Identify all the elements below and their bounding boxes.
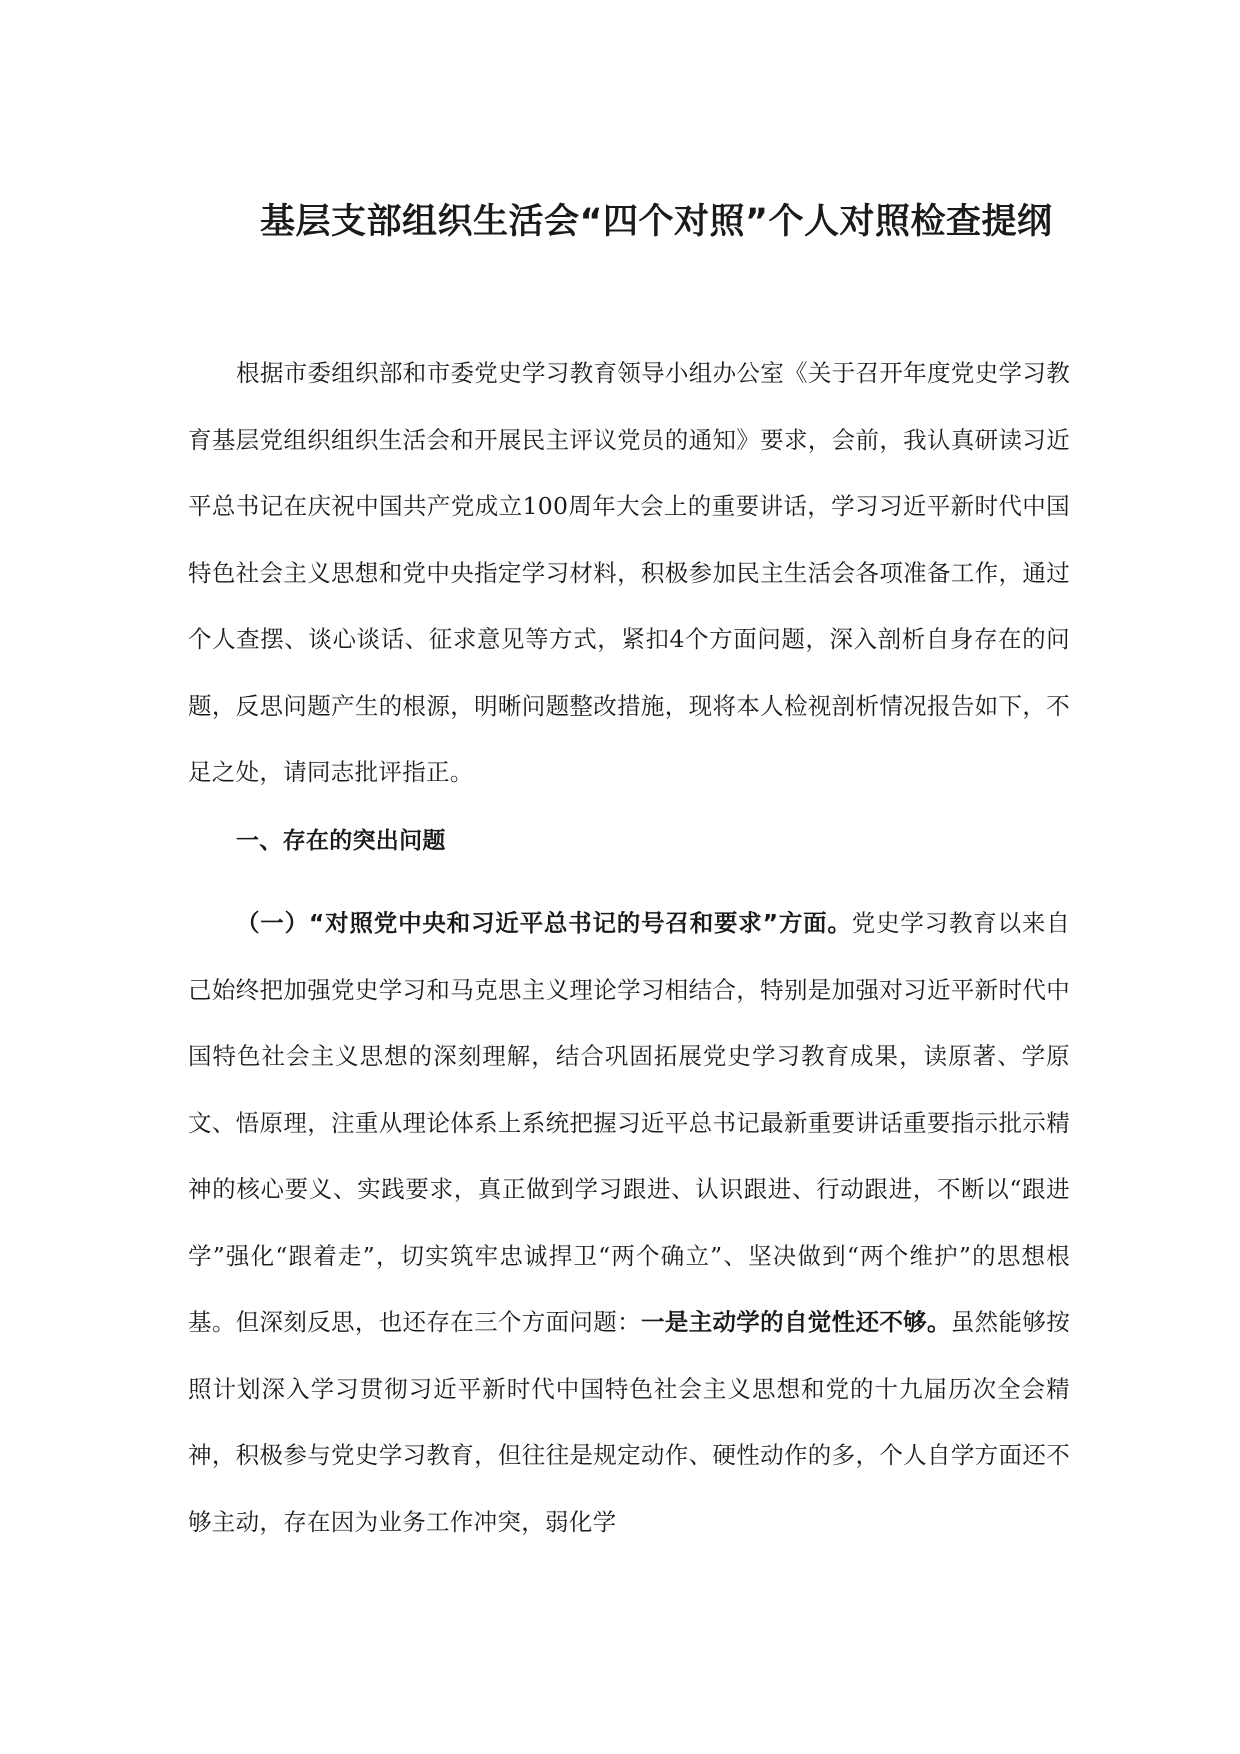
subsection-text-1: 党史学习教育以来自己始终把加强党史学习和马克思主义理论学习相结合，特别是加强对习近平新时代中国特色社会主义思想的深刻理解，结合巩固拓展党史学习教育成果，读原著、学原文、悟原理，注重从理论体系上系统把握习近平总书记最新重要讲话重要指示批示精神的核心要义、实践要求，真正做到学习跟进、认识跟进、行动跟进，不断以“跟进学”强化“跟着走”，切实筑牢忠诚捍卫“两个确立”、坚决做到“两个维护”的思想根基。但深刻反思，也还存在三个方面问题： <box>188 909 1070 1336</box>
intro-paragraph: 根据市委组织部和市委党史学习教育领导小组办公室《关于召开年度党史学习教育基层党组织组织生活会和开展民主评议党员的通知》要求，会前，我认真研读习近平总书记在庆祝中国共产党成立100周年大会上的重要讲话，学习习近平新时代中国特色社会主义思想和党中央指定学习材料，积极参加民主生活会各项准备工作，通过个人查摆、谈心谈话、征求意见等方式，紧扣4个方面问题，深入剖析自身存在的问题，反思问题产生的根源，明晰问题整改措施，现将本人检视剖析情况报告如下，不足之处，请同志批评指正。 <box>188 359 1070 786</box>
point-1-label: 一是主动学的自觉性还不够。 <box>640 1308 951 1336</box>
section-heading: 一、存在的突出问题 <box>236 828 446 854</box>
subsection-paragraph <box>188 890 1070 1555</box>
document-title: 基层支部组织生活会“四个对照”个人对照检查提纲 <box>260 202 1053 242</box>
subsection-text-2: 虽然能够按照计划深入学习贯彻习近平新时代中国特色社会主义思想和党的十九届历次全会精神，积极参与党史学习教育，但往往是规定动作、硬性动作的多，个人自学方面还不够主动，存在因为业务工作冲突，弱化学 <box>188 1308 1070 1536</box>
subsection-heading: （一）“对照党中央和习近平总书记的号召和要求”方面。 <box>236 909 852 937</box>
